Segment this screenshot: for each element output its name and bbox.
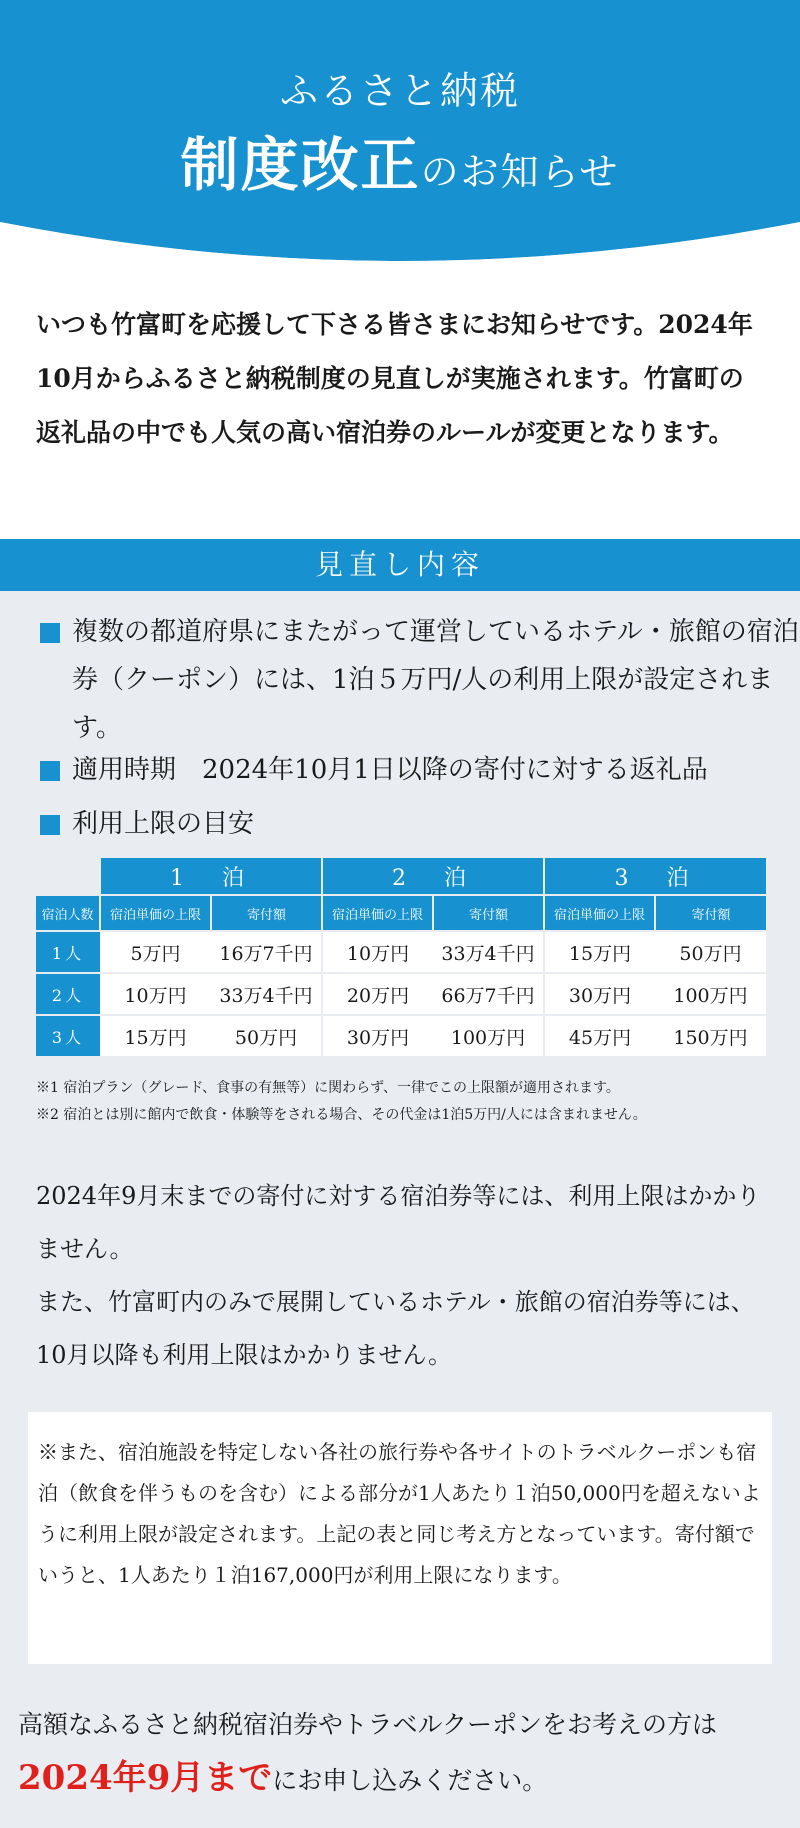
table-cell: 10万円 bbox=[322, 931, 433, 973]
exemption-text-2: また、竹富町内のみで展開しているホテル・旅館の宿泊券等には、10月以降も利用上限はかかりません。 bbox=[36, 1288, 755, 1369]
table-sub-header: 寄付額 bbox=[433, 895, 544, 931]
exemption-text-1: 2024年9月末までの寄付に対する宿泊券等には、利用上限はかかりません。 bbox=[36, 1182, 761, 1263]
intro-text: いつも竹富町を応援して下さる皆さまにお知らせです。2024年10月からふるさと納税制度の見直しが実施されます。竹富町の返礼品の中でも人気の高い宿泊券のルールが変更となります。 bbox=[36, 310, 753, 447]
table-sub-header: 宿泊単価の上限 bbox=[322, 895, 433, 931]
table-row-label: 3人 bbox=[36, 1015, 100, 1056]
note-2: ※2 宿泊とは別に館内で飲食・体験等をされる場合、その代金は1泊5万円/人には含まれません。 bbox=[36, 1107, 647, 1123]
bullet-text-limit: 複数の都道府県にまたがって運営しているホテル・旅館の宿泊券（クーポン）には、1泊５万円/人の利用上限が設定されます。 bbox=[72, 617, 799, 743]
table-cell: 100万円 bbox=[655, 973, 766, 1015]
table-cell: 66万7千円 bbox=[433, 973, 544, 1015]
table-cell: 10万円 bbox=[100, 973, 211, 1015]
table-sub-header: 寄付額 bbox=[211, 895, 322, 931]
section-title-bar: 見直し内容 bbox=[0, 539, 800, 591]
call-to-action bbox=[18, 1700, 788, 1809]
table-sub-header: 宿泊単価の上限 bbox=[100, 895, 211, 931]
table-row-label-header: 宿泊人数 bbox=[36, 895, 100, 931]
travel-coupon-notice-text: ※また、宿泊施設を特定しない各社の旅行券や各サイトのトラベルクーポンも宿泊（飲食を伴うものを含む）による部分が1人あたり１泊50,000円を超えないように利用上限が設定されます。上記の表と同じ考え方となっています。寄付額でいうと、1人あたり１泊167,000円が利用上限になります。 bbox=[38, 1440, 761, 1587]
table-cell: 50万円 bbox=[655, 931, 766, 973]
table-row bbox=[36, 931, 766, 973]
bullet-text-guide: 利用上限の目安 bbox=[72, 809, 255, 839]
cta-line-2 bbox=[18, 1750, 788, 1809]
table-cell: 33万4千円 bbox=[211, 973, 322, 1015]
hero-banner bbox=[0, 0, 800, 262]
bullet-text-period: 適用時期 2024年10月1日以降の寄付に対する返礼品 bbox=[72, 755, 708, 785]
table-cell: 30万円 bbox=[544, 973, 655, 1015]
table-cell: 33万4千円 bbox=[433, 931, 544, 973]
square-bullet-icon bbox=[40, 761, 60, 781]
table-sub-header: 寄付額 bbox=[655, 895, 766, 931]
hero-subtitle: ふるさと納税 bbox=[279, 69, 520, 113]
bullet-item-period bbox=[36, 746, 800, 794]
table-cell: 50万円 bbox=[211, 1015, 322, 1056]
table-sub-header-row bbox=[36, 895, 766, 931]
cta-line-2-text: にお申し込みください。 bbox=[272, 1766, 548, 1795]
table-row bbox=[36, 1015, 766, 1056]
table-cell: 30万円 bbox=[322, 1015, 433, 1056]
travel-coupon-notice-box bbox=[28, 1412, 772, 1664]
table-sub-header: 宿泊単価の上限 bbox=[544, 895, 655, 931]
table-row-label: 2人 bbox=[36, 973, 100, 1015]
bullet-item-limit bbox=[36, 608, 800, 752]
table-cell: 20万円 bbox=[322, 973, 433, 1015]
table-notes bbox=[36, 1075, 776, 1129]
table-cell: 100万円 bbox=[433, 1015, 544, 1056]
table-cell: 5万円 bbox=[100, 931, 211, 973]
square-bullet-icon bbox=[40, 815, 60, 835]
hero-title-suffix: のお知らせ bbox=[420, 150, 620, 194]
table-corner bbox=[36, 858, 100, 895]
square-bullet-icon bbox=[40, 623, 60, 643]
table-cell: 150万円 bbox=[655, 1015, 766, 1056]
exemption-paragraph bbox=[36, 1170, 766, 1382]
table-cell: 16万7千円 bbox=[211, 931, 322, 973]
table-group-header-row bbox=[36, 858, 766, 895]
table-cell: 15万円 bbox=[100, 1015, 211, 1056]
bullet-item-guide bbox=[36, 800, 800, 848]
table-row bbox=[36, 973, 766, 1015]
table-group-header: 3 泊 bbox=[544, 858, 766, 895]
table-cell: 15万円 bbox=[544, 931, 655, 973]
intro-section bbox=[0, 262, 800, 539]
cta-deadline-highlight: 2024年9月まで bbox=[18, 1758, 273, 1798]
table-cell: 45万円 bbox=[544, 1015, 655, 1056]
table-row-label: 1人 bbox=[36, 931, 100, 973]
hero-title bbox=[0, 118, 800, 202]
cta-line-1: 高額なふるさと納税宿泊券やトラベルクーポンをお考えの方は bbox=[18, 1710, 718, 1739]
table-group-header: 1 泊 bbox=[100, 858, 322, 895]
table-group-header: 2 泊 bbox=[322, 858, 544, 895]
hero-title-main: 制度改正 bbox=[180, 131, 421, 199]
note-1: ※1 宿泊プラン（グレード、食事の有無等）に関わらず、一律でこの上限額が適用されます。 bbox=[36, 1080, 620, 1096]
limits-table bbox=[36, 858, 766, 1056]
